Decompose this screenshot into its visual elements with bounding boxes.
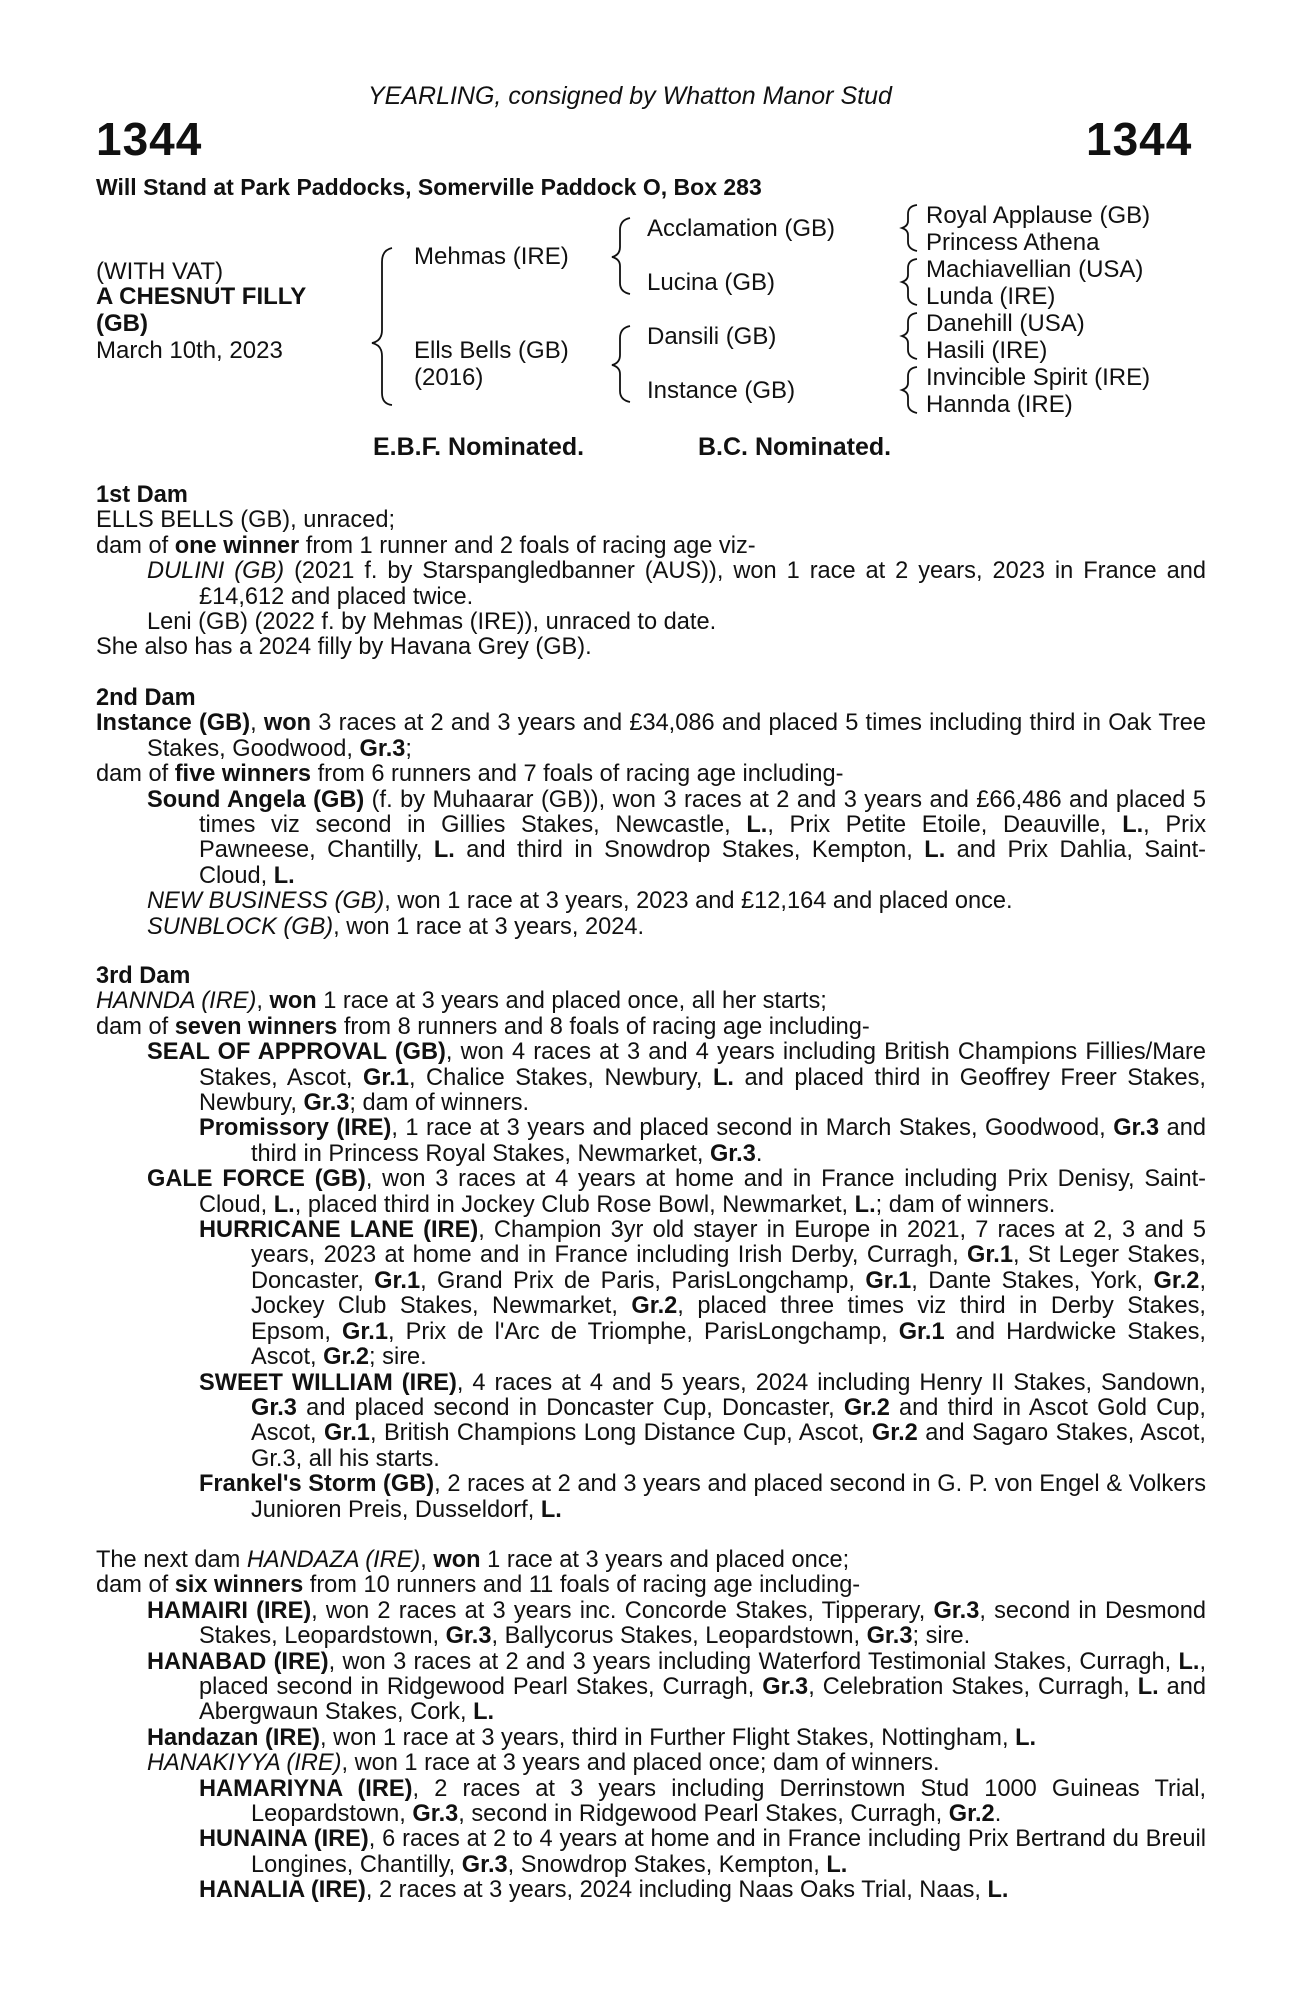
bc-nomination: B.C. Nominated. — [698, 433, 892, 461]
grandchild-frankels-storm: Frankel's Storm (GB), 2 races at 2 and 3 years and placed second in G. P. von Engel & Volkers Junioren Preis, Dusseldorf, L. — [199, 1471, 1206, 1523]
third-dam-heading: 3rd Dam — [96, 963, 191, 989]
grandchild-sweet-william: SWEET WILLIAM (IRE), 4 races at 4 and 5 years, 2024 including Henry II Stakes, Sandown, Gr.3 and placed second in Doncaster Cup, Doncaster, Gr.2 and third in Ascot Gold Cup, Ascot, Gr.1, British Champions Long Distance Cup, Ascot, Gr.2 and Sagaro Stakes, Ascot, Gr.3, all his starts. — [199, 1369, 1206, 1472]
ancestor-5: Danehill (USA) — [926, 310, 1085, 337]
dam-name: Ells Bells (GB) — [414, 337, 569, 364]
dam-year: (2016) — [414, 364, 484, 391]
ancestor-1: Royal Applause (GB) — [926, 202, 1151, 229]
second-dam-heading: 2nd Dam — [96, 685, 196, 711]
grandchild-hunaina: HUNAINA (IRE), 6 races at 2 to 4 years at home and in France including Prix Bertrand du Breuil Longines, Chantilly, Gr.3, Snowdrop Stakes, Kempton, L. — [199, 1826, 1206, 1878]
ancestor-8: Hannda (IRE) — [926, 391, 1073, 418]
next-dam-section — [96, 1548, 1206, 1904]
horse-dob: March 10th, 2023 — [96, 337, 283, 364]
pedigree-brackets — [0, 0, 1315, 460]
first-dam-produce: dam of one winner from 1 runner and 2 foals of racing age viz- — [96, 532, 756, 559]
next-dam-foal-handazan: Handazan (IRE), won 1 race at 3 years, third in Further Flight Stakes, Nottingham, L. — [147, 1724, 1037, 1751]
third-dam-foal-gale-force: GALE FORCE (GB), won 3 races at 4 years at home and in France including Prix Denisy, Saint-Cloud, L., placed third in Jockey Club Rose Bowl, Newmarket, L.; dam of winners. — [147, 1166, 1206, 1218]
first-dam-summary: ELLS BELLS (GB), unraced; — [96, 507, 396, 534]
third-dam-produce: dam of seven winners from 8 runners and 8 foals of racing age including- — [96, 1013, 870, 1040]
vat-note: (WITH VAT) — [96, 258, 224, 285]
ancestor-4: Lunda (IRE) — [926, 283, 1056, 310]
second-dam-foal-1: Sound Angela (GB) (f. by Muhaarar (GB)), won 3 races at 2 and 3 years and £66,486 and placed 5 times viz second in Gillies Stakes, Newcastle, L., Prix Petite Etoile, Deauville, L., Prix Pawneese, Chantilly, L. and third in Snowdrop Stakes, Kempton, L. and Prix Dahlia, Saint-Cloud, L. — [147, 786, 1206, 889]
second-dam-foal-2: NEW BUSINESS (GB), won 1 race at 3 years, 2023 and £12,164 and placed once. — [147, 888, 1013, 915]
ancestor-3: Machiavellian (USA) — [926, 256, 1144, 283]
lot-number-left: 1344 — [96, 113, 203, 165]
granddam-maternal: Instance (GB) — [647, 377, 796, 404]
lot-number-right: 1344 — [1086, 113, 1193, 165]
next-dam-summary: The next dam HANDAZA (IRE), won 1 race at 3 years and placed once; — [96, 1547, 850, 1573]
third-dam-summary: HANNDA (IRE), won 1 race at 3 years and placed once, all her starts; — [96, 988, 827, 1015]
next-dam-produce: dam of six winners from 10 runners and 11 foals of racing age including- — [96, 1572, 861, 1599]
next-dam-foal-hamairi: HAMAIRI (IRE), won 2 races at 3 years inc. Concorde Stakes, Tipperary, Gr.3, second in Desmond Stakes, Leopardstown, Gr.3, Ballycorus Stakes, Leopardstown, Gr.3; sire. — [147, 1597, 1206, 1650]
first-dam-foal-2: Leni (GB) (2022 f. by Mehmas (IRE)), unraced to date. — [147, 609, 717, 636]
stand-location: Will Stand at Park Paddocks, Somerville Paddock O, Box 283 — [96, 174, 762, 200]
sire-name: Mehmas (IRE) — [414, 243, 569, 270]
horse-name: A CHESNUT FILLY — [96, 283, 307, 310]
second-dam-foal-3: SUNBLOCK (GB), won 1 race at 3 years, 2024. — [147, 913, 645, 940]
first-dam-heading: 1st Dam — [96, 482, 188, 508]
third-dam-foal-seal-of-approval: SEAL OF APPROVAL (GB), won 4 races at 3 and 4 years including British Champions Fillies/Mare Stakes, Ascot, Gr.1, Chalice Stakes, Newbury, L. and placed third in Geoffrey Freer Stakes, Newbury, Gr.3; dam of winners. — [147, 1039, 1206, 1117]
grandchild-hanalia: HANALIA (IRE), 2 races at 3 years, 2024 including Naas Oaks Trial, Naas, L. — [199, 1877, 1009, 1904]
second-dam-section — [96, 686, 1206, 940]
grandsire-paternal: Acclamation (GB) — [647, 215, 836, 242]
granddam-paternal: Lucina (GB) — [647, 269, 776, 296]
ebf-nomination: E.B.F. Nominated. — [373, 433, 585, 461]
grandchild-promissory: Promissory (IRE), 1 race at 3 years and placed second in March Stakes, Goodwood, Gr.3 and third in Princess Royal Stakes, Newmarket, Gr.3. — [199, 1115, 1206, 1167]
ancestor-7: Invincible Spirit (IRE) — [926, 364, 1151, 391]
third-dam-section — [96, 964, 1206, 1523]
second-dam-summary: Instance (GB), won 3 races at 2 and 3 years and £34,086 and placed 5 times including third in Oak Tree Stakes, Goodwood, Gr.3; — [96, 710, 1206, 762]
next-dam-foal-hanakiyya: HANAKIYYA (IRE), won 1 race at 3 years and placed once; dam of winners. — [147, 1750, 940, 1777]
ancestor-6: Hasili (IRE) — [926, 337, 1048, 364]
grandchild-hamariyna: HAMARIYNA (IRE), 2 races at 3 years including Derrinstown Stud 1000 Guineas Trial, Leopardstown, Gr.3, second in Ridgewood Pearl Stakes, Curragh, Gr.2. — [199, 1775, 1207, 1828]
second-dam-produce: dam of five winners from 6 runners and 7 foals of racing age including- — [96, 761, 844, 788]
horse-country: (GB) — [96, 310, 148, 337]
grandchild-hurricane-lane: HURRICANE LANE (IRE), Champion 3yr old stayer in Europe in 2021, 7 races at 2, 3 and 5 years, 2023 at home and in France including Irish Derby, Curragh, Gr.1, St Leger Stakes, Doncaster, Gr.1, Grand Prix de Paris, ParisLongchamp, Gr.1, Dante Stakes, York, Gr.2, Jockey Club Stakes, Newmarket, Gr.2, placed three times viz third in Derby Stakes, Epsom, Gr.1, Prix de l'Arc de Triomphe, ParisLongchamp, Gr.1 and Hardwicke Stakes, Ascot, Gr.2; sire. — [199, 1217, 1207, 1371]
first-dam-foal-1: DULINI (GB) (2021 f. by Starspangledbanner (AUS)), won 1 race at 2 years, 2023 in France and £14,612 and placed twice. — [147, 558, 1206, 610]
consignment-line: YEARLING, consigned by Whatton Manor Stud — [368, 82, 892, 110]
ancestor-2: Princess Athena — [926, 229, 1100, 256]
first-dam-section — [96, 483, 1206, 661]
grandsire-maternal: Dansili (GB) — [647, 323, 777, 350]
first-dam-note: She also has a 2024 filly by Havana Grey (GB). — [96, 634, 592, 661]
next-dam-foal-hanabad: HANABAD (IRE), won 3 races at 2 and 3 years including Waterford Testimonial Stakes, Curragh, L., placed second in Ridgewood Pearl Stakes, Curragh, Gr.3, Celebration Stakes, Curragh, L. and Abergwaun Stakes, Cork, L. — [147, 1648, 1207, 1726]
